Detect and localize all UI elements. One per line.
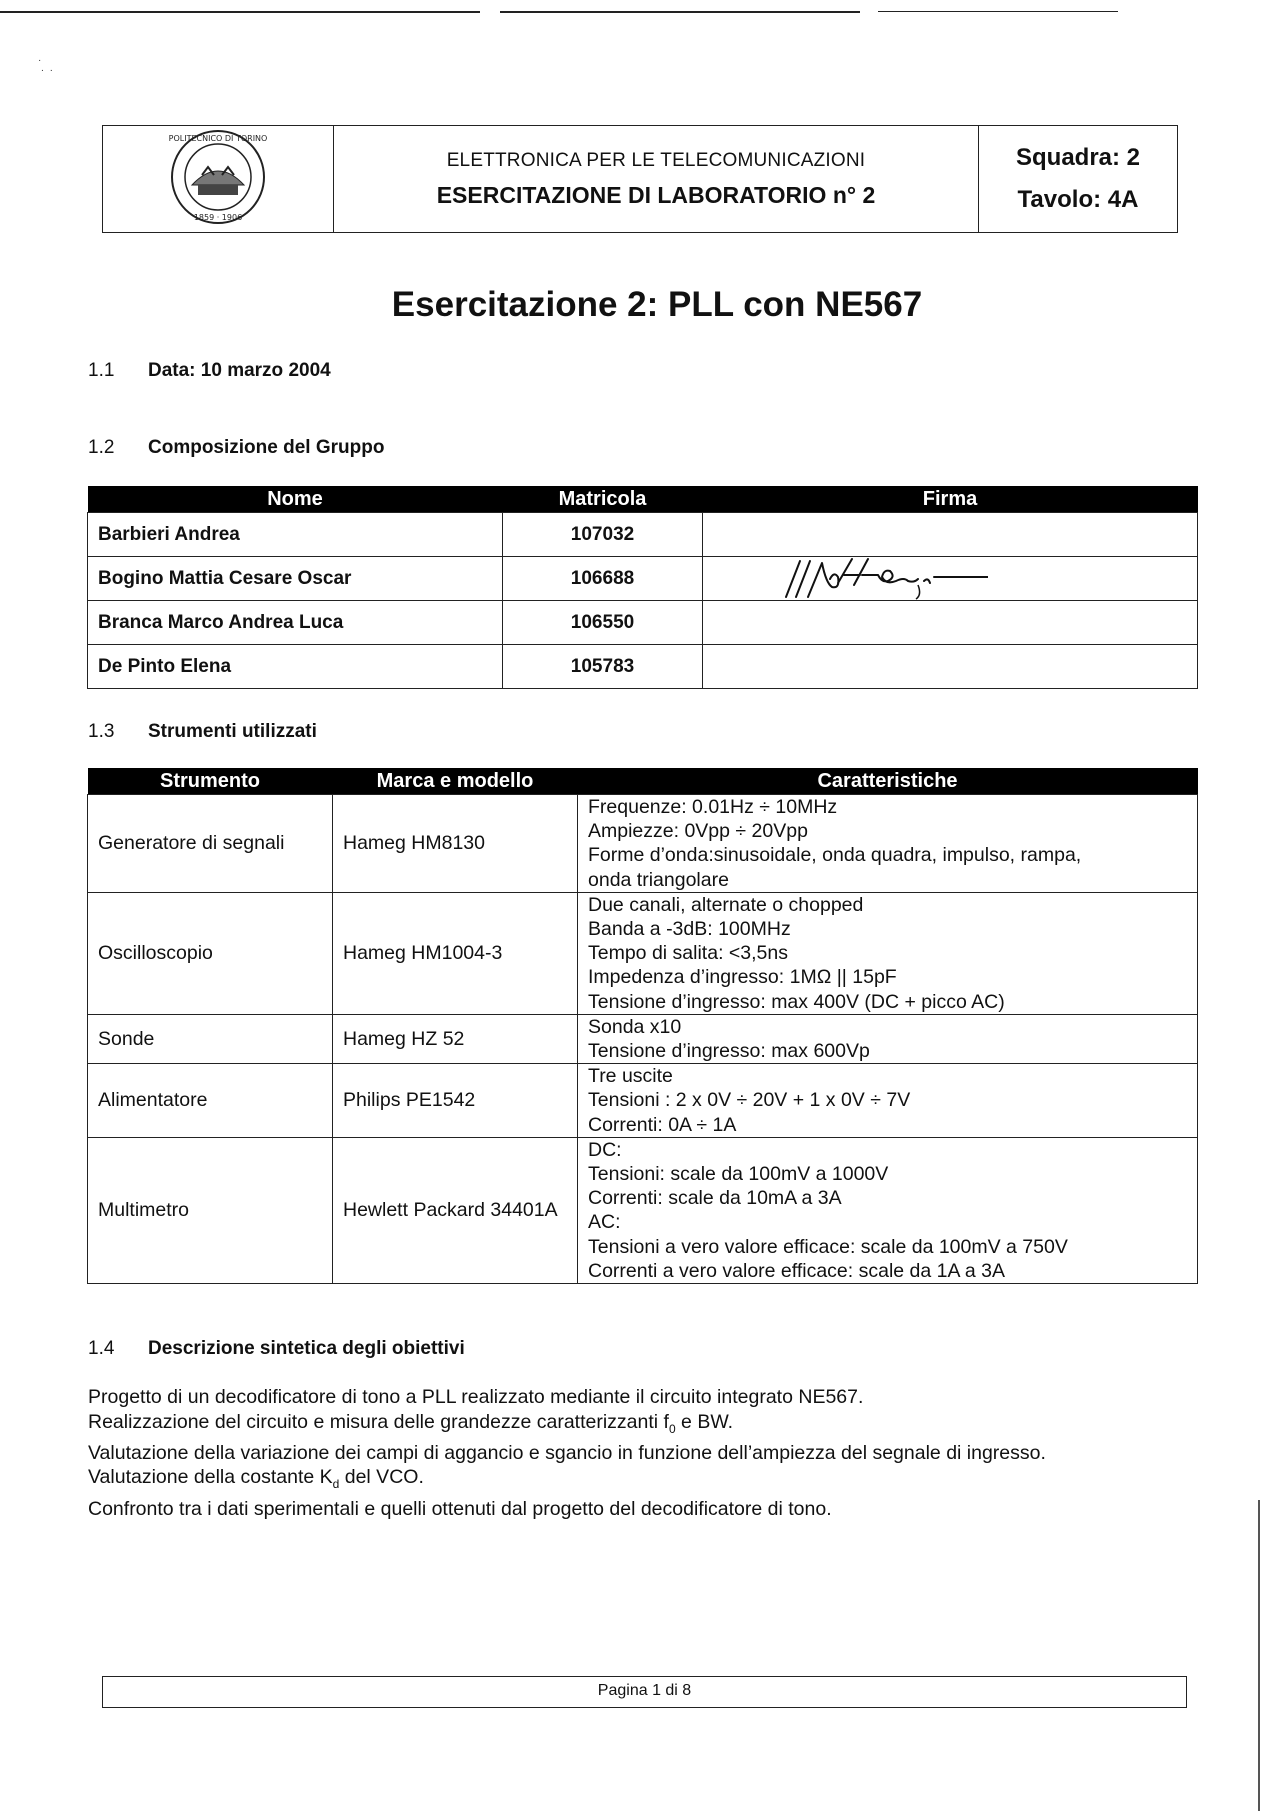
table-row: [88, 513, 1198, 557]
strumento-cell: Multimetro: [88, 1137, 333, 1283]
university-seal-icon: [168, 127, 268, 227]
col-header: Nome: [88, 486, 503, 513]
strumento-cell: Generatore di segnali: [88, 795, 333, 893]
table-row: [88, 1137, 1198, 1283]
course-name: ELETTRONICA PER LE TELECOMUNICAZIONI: [446, 149, 866, 171]
top-rule: [500, 11, 860, 13]
caratteristiche-cell: Due canali, alternate o chopped Banda a -3dB: 100MHz Tempo di salita: <3,5ns Impedenza d’ingresso: 1MΩ || 15pF Tensione d’ingresso: max 400V (DC + picco AC): [578, 892, 1198, 1014]
page-title: Esercitazione 2: PLL con NE567: [391, 285, 923, 324]
strumento-cell: Sonde: [88, 1014, 333, 1063]
caratteristiche-cell: Sonda x10 Tensione d’ingresso: max 600Vp: [578, 1014, 1198, 1063]
nome-cell: Barbieri Andrea: [88, 513, 503, 557]
matricola-cell: 107032: [503, 513, 703, 557]
table-row: [88, 892, 1198, 1014]
header-box: [102, 125, 1178, 233]
objectives-text: [88, 1385, 1046, 1521]
scan-edge-line: [1258, 1500, 1260, 1811]
table-row: [88, 1064, 1198, 1138]
firma-cell: [703, 601, 1198, 645]
course-cell: [334, 126, 979, 233]
firma-cell: [703, 513, 1198, 557]
col-header: Firma: [703, 486, 1198, 513]
logo-cell: [103, 126, 334, 233]
table-row: [88, 795, 1198, 893]
modello-cell: Hewlett Packard 34401A: [333, 1137, 578, 1283]
caratteristiche-cell: Tre uscite Tensioni : 2 x 0V ÷ 20V + 1 x 0V ÷ 7V Correnti: 0A ÷ 1A: [578, 1064, 1198, 1138]
table-row: [88, 601, 1198, 645]
tools-table: [87, 768, 1198, 1284]
objective-line: Valutazione della variazione dei campi di aggancio e sgancio in funzione dell’ampiezza del segnale di ingresso.: [88, 1441, 1046, 1464]
strumento-cell: Oscilloscopio: [88, 892, 333, 1014]
strumento-cell: Alimentatore: [88, 1064, 333, 1138]
section-objectives: 1.4 Descrizione sintetica degli obiettivi: [88, 1338, 465, 1359]
table-header-row: [88, 486, 1198, 513]
objective-line: Confronto tra i dati sperimentali e quelli ottenuti dal progetto del decodificatore di tono.: [88, 1497, 832, 1520]
svg-text:POLITECNICO DI TORINO: POLITECNICO DI TORINO: [168, 133, 268, 143]
caratteristiche-cell: Frequenze: 0.01Hz ÷ 10MHz Ampiezze: 0Vpp ÷ 20Vpp Forme d’onda:sinusoidale, onda quadra, impulso, rampa, onda triangolare: [578, 795, 1198, 893]
page-footer: Pagina 1 di 8: [102, 1676, 1187, 1708]
nome-cell: De Pinto Elena: [88, 645, 503, 689]
tavolo-label: Tavolo: 4A: [1017, 186, 1139, 213]
nome-cell: Branca Marco Andrea Luca: [88, 601, 503, 645]
col-header: Matricola: [503, 486, 703, 513]
modello-cell: Philips PE1542: [333, 1064, 578, 1138]
modello-cell: Hameg HM1004-3: [333, 892, 578, 1014]
scan-specks: · · ·: [38, 55, 53, 76]
svg-text:1859 · 1906: 1859 · 1906: [193, 212, 243, 222]
top-rule: [878, 11, 1118, 12]
objective-line: Valutazione della costante $K_d$ del VCO.: [88, 1466, 424, 1492]
matricola-cell: 106688: [503, 557, 703, 601]
table-header-row: [88, 768, 1198, 795]
firma-cell: [703, 645, 1198, 689]
nome-cell: Bogino Mattia Cesare Oscar: [88, 557, 503, 601]
objective-line: Realizzazione del circuito e misura delle grandezze caratterizzanti $f_0$ e BW.: [88, 1410, 734, 1436]
col-header: Strumento: [88, 768, 333, 795]
col-header: Caratteristiche: [578, 768, 1198, 795]
modello-cell: Hameg HM8130: [333, 795, 578, 893]
table-row: [88, 1014, 1198, 1063]
table-row: [88, 645, 1198, 689]
section-tools: 1.3 Strumenti utilizzati: [88, 721, 317, 742]
team-cell: [979, 126, 1178, 233]
section-date: 1.1 Data: 10 marzo 2004: [88, 360, 331, 381]
squadra-label: Squadra: 2: [1015, 144, 1141, 171]
top-rule: [0, 11, 480, 13]
section-group: 1.2 Composizione del Gruppo: [88, 437, 385, 458]
col-header: Marca e modello: [333, 768, 578, 795]
matricola-cell: 106550: [503, 601, 703, 645]
objective-line: Progetto di un decodificatore di tono a PLL realizzato mediante il circuito integrato NE567.: [88, 1386, 864, 1408]
matricola-cell: 105783: [503, 645, 703, 689]
caratteristiche-cell: DC: Tensioni: scale da 100mV a 1000V Correnti: scale da 10mA a 3A AC: Tensioni a vero valore efficace: scale da 100mV a 750V Correnti a vero valore efficace: scale da 1A a 3A: [578, 1137, 1198, 1283]
modello-cell: Hameg HZ 52: [333, 1014, 578, 1063]
lab-title: ESERCITAZIONE DI LABORATORIO n° 2: [436, 181, 876, 208]
handwritten-signature: [778, 553, 988, 603]
firma-cell: [703, 557, 1198, 601]
group-table: [87, 486, 1198, 689]
table-row: [88, 557, 1198, 601]
